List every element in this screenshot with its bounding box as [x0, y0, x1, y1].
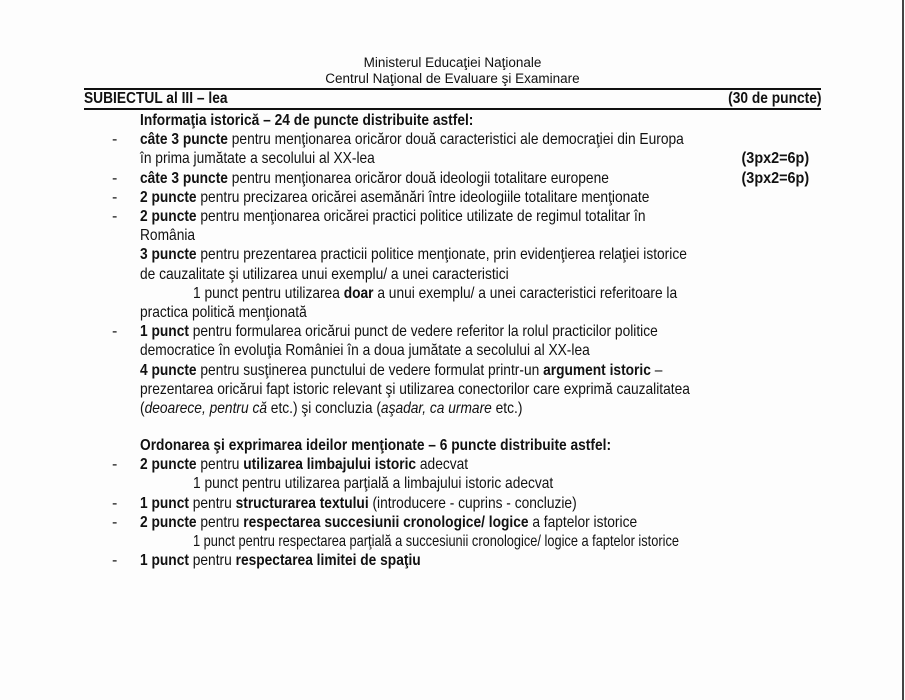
- scoring-line: [140, 130, 684, 149]
- bullet-dash: -: [112, 131, 118, 149]
- text-segment: 1 punct pentru utilizarea: [193, 284, 344, 302]
- bold-text: 4 puncte: [140, 361, 197, 379]
- text-segment: pentru menţionarea oricăror două caracteristici ale democraţiei din Europa: [227, 131, 684, 149]
- text-segment: etc.): [491, 400, 523, 417]
- scoring-line: [140, 551, 421, 570]
- scoring-line: [193, 284, 677, 303]
- bold-text: 2 puncte: [140, 208, 197, 225]
- scoring-line: [140, 188, 649, 207]
- bold-text: câte 3 puncte: [140, 169, 228, 187]
- scoring-line: [140, 303, 307, 322]
- bold-text: câte 3 puncte: [140, 131, 228, 149]
- bold-text: 1 punct: [140, 552, 189, 570]
- bullet-dash: -: [112, 552, 118, 570]
- bold-text: doar: [343, 284, 374, 302]
- text-segment: România: [140, 227, 196, 245]
- scoring-line: [140, 226, 195, 245]
- scoring-line: [140, 322, 658, 341]
- scoring-line: [140, 169, 609, 188]
- scoring-line: [140, 361, 662, 380]
- text-segment: 1 punct pentru utilizarea parţială a limbajului istoric adecvat: [193, 475, 554, 493]
- ministry-name: Ministerul Educaţiei Naţionale: [363, 55, 542, 70]
- text-segment: prezentarea oricărui fapt istoric relevant şi utilizarea conectorilor care exprimă cauzalitatea: [140, 380, 690, 398]
- italic-text: deoarece, pentru că: [144, 400, 267, 417]
- section-heading-information: Informaţia istorică – 24 de puncte distribuite astfel:: [140, 112, 474, 129]
- subject-title: SUBIECTUL al III – lea: [84, 90, 228, 107]
- bottom-rule: [84, 108, 821, 110]
- text-segment: de cauzalitate şi utilizarea unui exemplu/ a unei caracteristici: [140, 265, 509, 283]
- text-segment: (introducere - cuprins - concluzie): [368, 494, 577, 512]
- text-segment: adecvat: [416, 456, 469, 474]
- text-segment: pentru: [196, 456, 244, 474]
- text-segment: pentru susţinerea punctului de vedere formulat printr-un: [196, 361, 544, 379]
- center-name: Centrul Naţional de Evaluare şi Examinare: [325, 71, 580, 86]
- scoring-line: [140, 380, 690, 399]
- text-segment: –: [650, 361, 663, 379]
- scoring-line: [140, 265, 509, 284]
- bullet-dash: -: [112, 323, 118, 341]
- bold-text: utilizarea limbajului istoric: [243, 456, 417, 474]
- bullet-dash: -: [112, 456, 118, 474]
- bullet-dash: -: [112, 494, 118, 512]
- bold-text: argument istoric: [543, 361, 651, 379]
- bullet-dash: -: [112, 208, 118, 225]
- bold-text: 1 punct: [140, 323, 189, 341]
- text-segment: practica politică menţionată: [140, 304, 307, 321]
- text-segment: în prima jumătate a secolului al XX-lea: [140, 150, 375, 168]
- scoring-line: [140, 341, 590, 360]
- bold-text: 2 puncte: [140, 188, 197, 206]
- bold-text: 3 puncte: [140, 246, 197, 264]
- scoring-line: [140, 245, 687, 264]
- bold-text: 2 puncte: [140, 456, 197, 474]
- page-edge: [902, 0, 904, 700]
- subject-heading: [84, 90, 821, 110]
- text-segment: a faptelor istorice: [528, 513, 638, 531]
- bullet-dash: -: [112, 169, 118, 187]
- bold-text: respectarea succesiunii cronologice/ logice: [243, 513, 529, 531]
- italic-text: aşadar, ca urmare: [380, 400, 492, 417]
- bullet-dash: -: [112, 188, 118, 206]
- scoring-line: [140, 513, 637, 532]
- scoring-line: [140, 399, 522, 418]
- text-segment: pentru prezentarea practicii politice menţionate, prin evidenţierea relaţiei istorice: [196, 246, 687, 264]
- scoring-line: [140, 149, 375, 168]
- text-segment: pentru: [196, 513, 244, 531]
- bullet-dash: -: [112, 513, 118, 531]
- section-heading-ordering: Ordonarea şi exprimarea ideilor menţionate – 6 puncte distribuite astfel:: [140, 437, 612, 454]
- text-segment: (: [140, 400, 145, 417]
- bold-text: 2 puncte: [140, 513, 197, 531]
- text-segment: 1 punct pentru respectarea parţială a succesiunii cronologice/ logice a faptelor istorice: [193, 533, 679, 550]
- scoring-line: [193, 532, 679, 551]
- text-segment: etc.) şi concluzia (: [266, 400, 381, 417]
- text-segment: pentru formularea oricărui punct de vedere referitor la rolul practicilor politice: [188, 323, 658, 341]
- text-segment: pentru menţionarea oricăror două ideologii totalitare europene: [227, 169, 609, 187]
- bold-text: 1 punct: [140, 494, 189, 512]
- scoring-line: [140, 455, 468, 474]
- subject-points: (30 de puncte): [727, 90, 821, 107]
- text-segment: a unui exemplu/ a unei caracteristici referitoare la: [373, 284, 678, 302]
- bold-text: structurarea textului: [235, 494, 369, 512]
- text-segment: pentru menţionarea oricărei practici politice utilizate de regimul totalitar în: [196, 208, 646, 225]
- text-segment: pentru: [188, 494, 236, 512]
- scoring-line: [140, 494, 577, 513]
- bold-text: respectarea limitei de spaţiu: [235, 552, 421, 570]
- text-segment: pentru precizarea oricărei asemănări între ideologiile totalitare menţionate: [196, 188, 650, 206]
- text-segment: democratice în evoluţia României în a doua jumătate a secolului al XX-lea: [140, 342, 590, 360]
- scoring-line: [140, 207, 646, 226]
- scoring-line: [193, 474, 553, 493]
- text-segment: pentru: [188, 552, 236, 570]
- points-formula: (3px2=6p): [741, 169, 809, 187]
- points-formula: (3px2=6p): [741, 150, 809, 168]
